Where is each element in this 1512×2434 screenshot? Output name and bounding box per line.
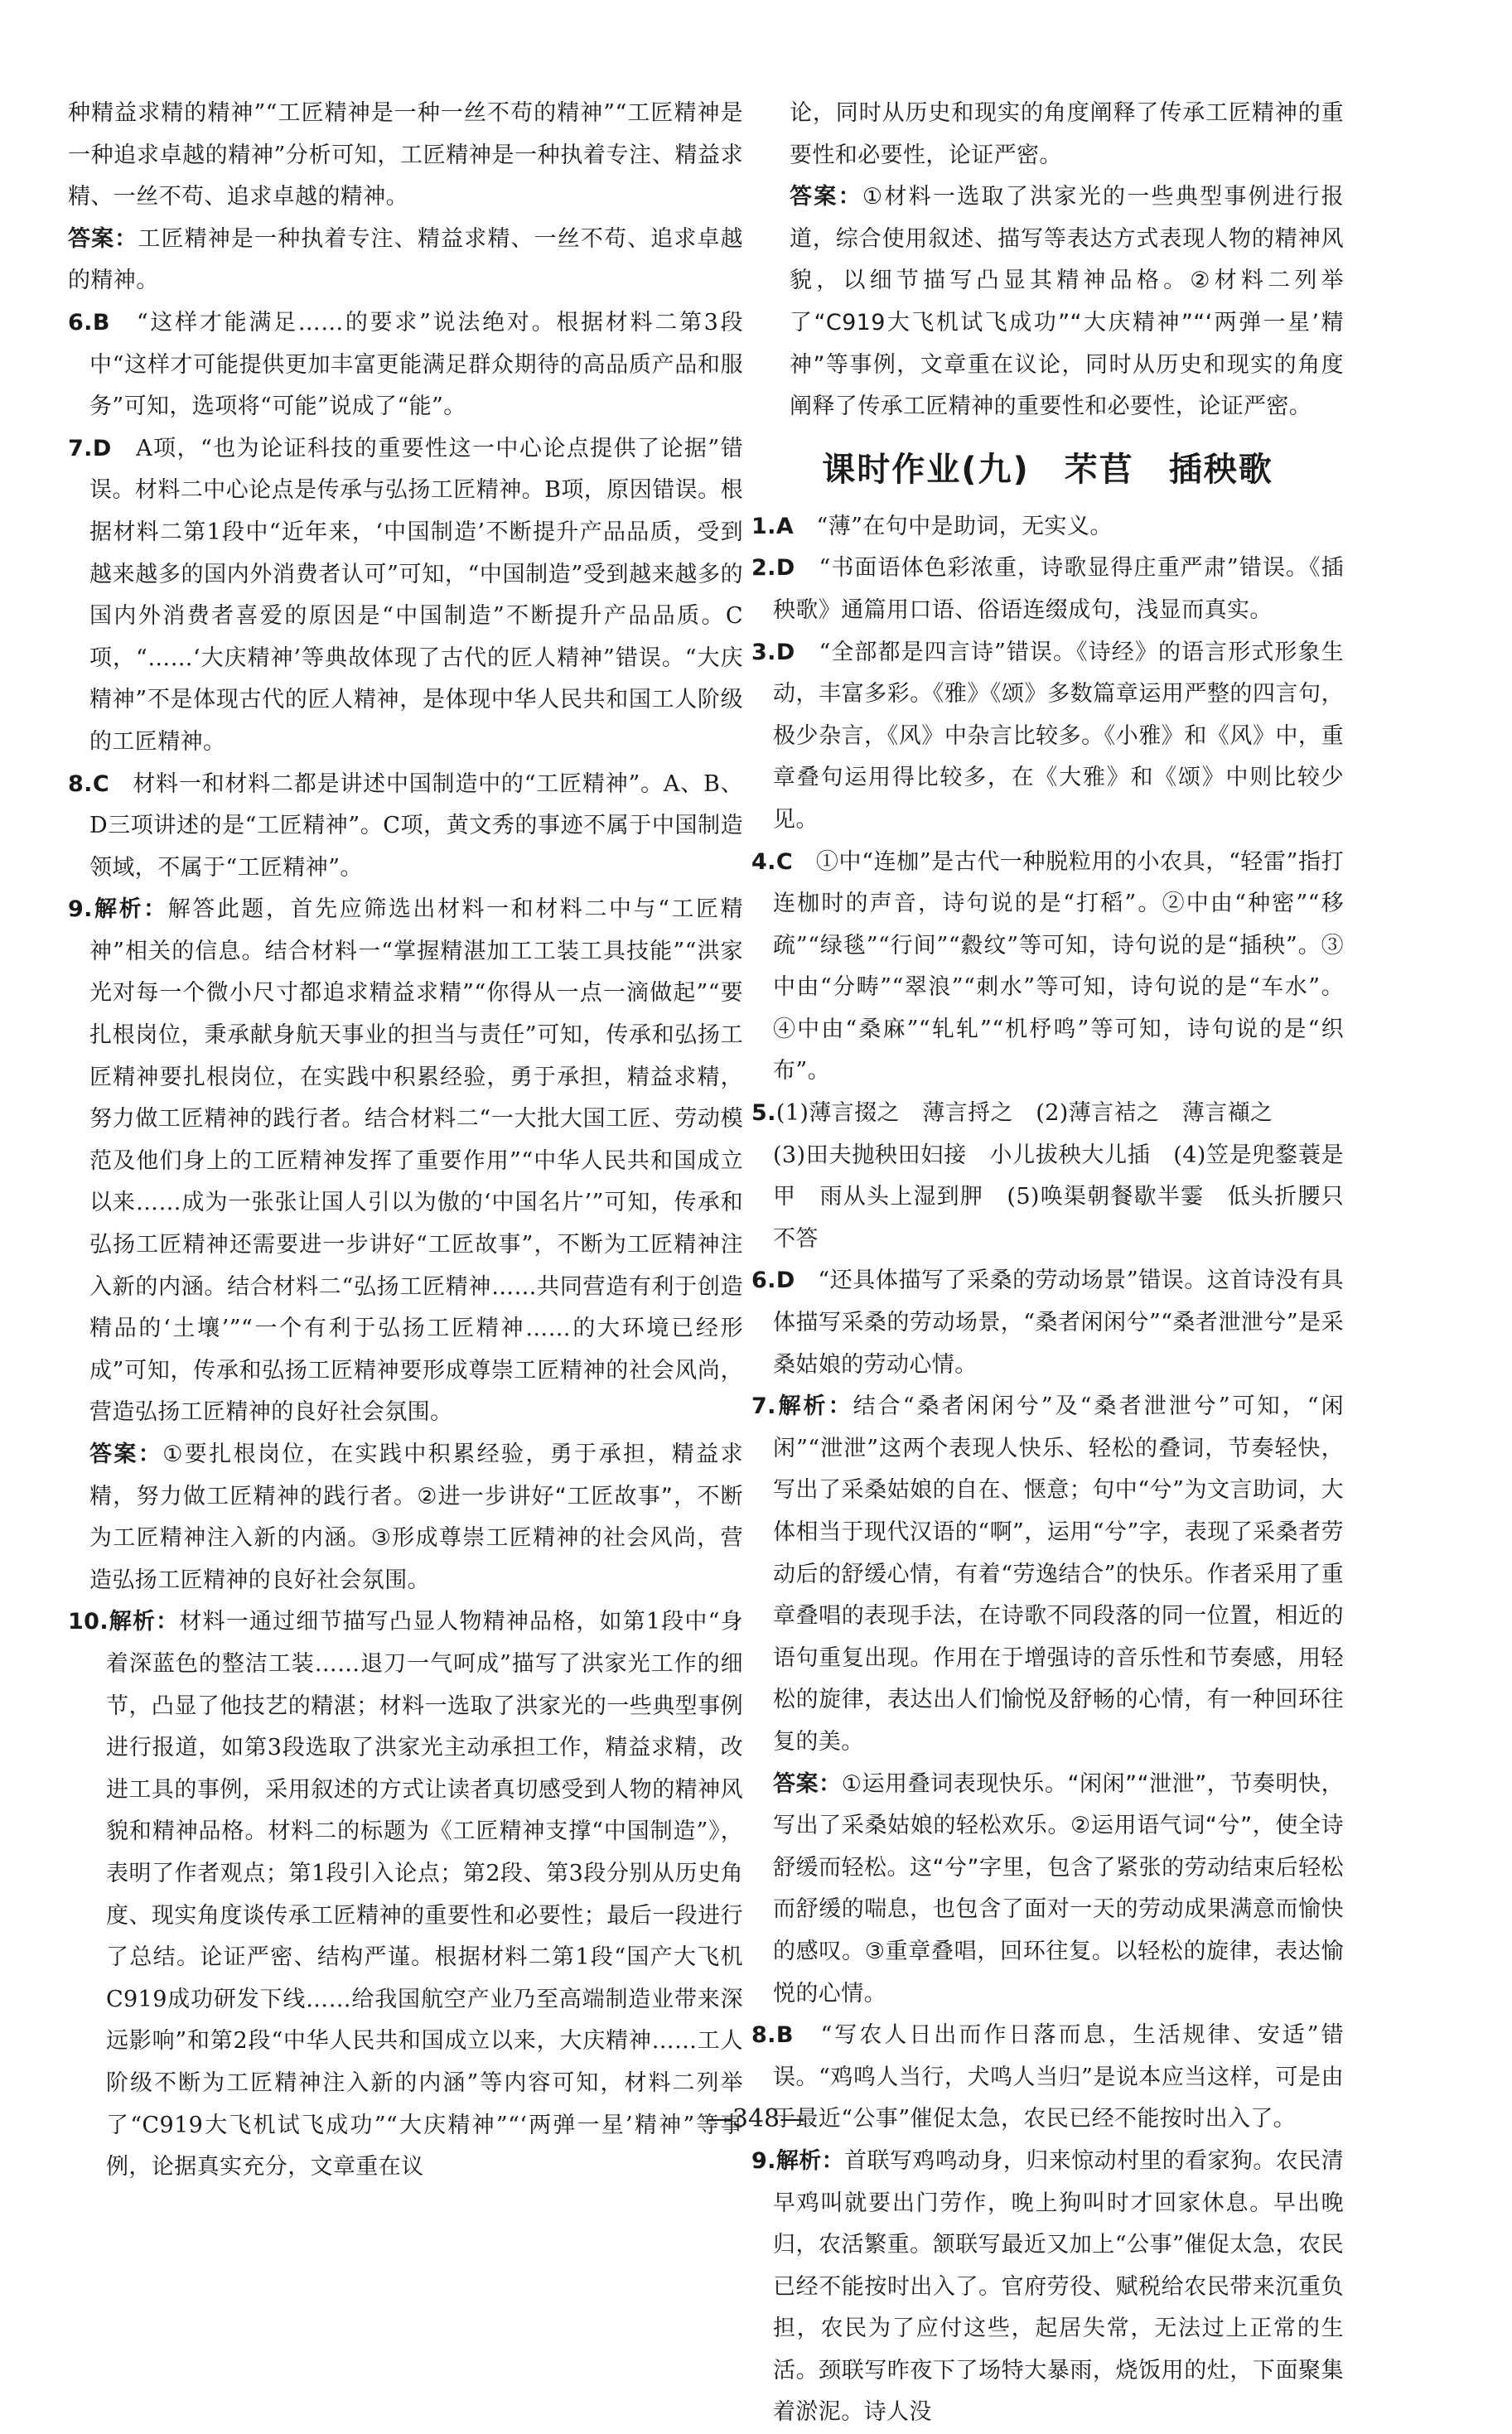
analysis-label: 解析：: [775, 2147, 845, 2174]
question-text: “这样才能满足……的要求”说法绝对。根据材料二第3段中“这样才可能提供更加丰富更能满足群众期待的高品质产品和服务”可知，选项将“可能”说成了“能”。: [89, 309, 743, 420]
intro-paragraph: [68, 93, 743, 219]
question-6: [68, 302, 743, 428]
answer-line: (1)薄言掇之 薄言捋之 (2)薄言袺之 薄言襭之: [775, 1100, 1273, 1127]
question-9-answer: [68, 1434, 743, 1601]
question-text: ①中“连枷”是古代一种脱粒用的小农具，“轻雷”指打连枷时的声音，诗句说的是“打稻”。②中由“种密”“移疏”“绿毯”“行间”“縠纹”等可知，诗句说的是“插秧”。③中由“分畴”“翠浪”“刺水”等可知，诗句说的是“车水”。④中由“桑麻”“轧轧”“机杼鸣”等可知，诗句说的是“织布”。: [773, 848, 1344, 1084]
question-7: [751, 1386, 1344, 1763]
question-4: [751, 842, 1344, 1094]
answer-label: 答案：: [89, 1442, 163, 1467]
analysis-label: 解析：: [92, 896, 168, 923]
question-text: “还具体描写了采桑的劳动场景”错误。这首诗没有具体描写采桑的劳动场景，“桑者闲闲兮”“桑者泄泄兮”是采桑姑娘的劳动心情。: [773, 1268, 1344, 1378]
question-number: 7.D: [68, 435, 112, 461]
analysis-text: 材料一通过细节描写凸显人物精神品格，如第1段中“身着深蓝色的整洁工装……退刀一气呵成”描写了洪家光工作的细节，凸显了他技艺的精湛；材料一选取了洪家光的一些典型事例进行报道，如第3段选取了洪家光主动承担工作，精益求精，改进工具的事例，采用叙述的方式让读者真切感受到人物的精神风貌和精神品格。材料二的标题为《工匠精神支撑“中国制造”》，表明了作者观点；第1段引入论点；第2段、第3段分别从历史角度、现实角度谈传承工匠精神的重要性和必要性；最后一段进行了总结。论证严密、结构严谨。根据材料二第1段“国产大飞机C919成功研发下线……给我国航空产业乃至高端制造业带来深远影响”和第2段“中华人民共和国成立以来，大庆精神……工人阶级不断为工匠精神注入新的内涵”等内容可知，材料二列举了“C919大飞机试飞成功”“大庆精神”“‘两弹一星’精神”等事例，论据真实充分，文章重在议: [106, 1609, 743, 2180]
question-7: [68, 428, 743, 764]
question-9: [68, 889, 743, 1434]
question-1: [751, 506, 1344, 548]
question-10: [68, 1601, 743, 2188]
question-10-continued: [751, 93, 1344, 176]
analysis-label: 解析：: [109, 1609, 180, 1635]
question-7-answer: [751, 1764, 1344, 2016]
question-number: 8.C: [68, 770, 110, 797]
page-number: —348—: [707, 2104, 805, 2133]
question-number: 1.A: [751, 513, 795, 539]
answer-text: 工匠精神是一种执着专注、精益求精、一丝不苟、追求卓越的精神。: [68, 225, 743, 294]
analysis-text: 结合“桑者闲闲兮”及“桑者泄泄兮”可知，“闲闲”“泄泄”这两个表现人快乐、轻松的叠词，节奏轻快，写出了采桑姑娘的自在、惬意；句中“兮”为文言助词，大体相当于现代汉语的“啊”，运用“兮”字，表现了采桑者劳动后的舒缓心情，有着“劳逸结合”的快乐。作者采用了重章叠唱的表现手法，在诗歌不同段落的同一位置，相近的语句重复出现。作用在于增强诗的音乐性和节奏感，用轻松的旋律，表达出人们愉悦及舒畅的心情，有一种回环往复的美。: [773, 1393, 1344, 1755]
question-text: 材料一和材料二都是讲述中国制造中的“工匠精神”。A、B、D三项讲述的是“工匠精神”。C项，黄文秀的事迹不属于中国制造领域，不属于“工匠精神”。: [89, 770, 743, 881]
answer-line: (3)田夫抛秧田妇接 小儿拔秧大儿插 (4)笠是兜鍪蓑是甲 雨从头上湿到胛 (5)唤渠朝餐歇半霎 低头折腰只不答: [773, 1142, 1344, 1252]
question-number: 6.D: [751, 1268, 795, 1294]
question-number: 7.: [751, 1393, 776, 1420]
question-10-answer: [751, 176, 1344, 428]
answer-label: 答案：: [68, 225, 138, 252]
answer-label: 答案：: [790, 184, 862, 210]
answer-text: ①运用叠词表现快乐。“闲闲”“泄泄”，节奏明快，写出了采桑姑娘的轻松欢乐。②运用语气词“兮”，使全诗舒缓而轻松。这“兮”字里，包含了紧张的劳动结束后轻松而舒缓的喘息，也包含了面对一天的劳动成果满意而愉快的感叹。③重章叠唱，回环往复。以轻松的旋律，表达愉悦的心情。: [773, 1770, 1344, 2007]
section-title: 课时作业(九) 芣苢 插秧歌: [822, 450, 1273, 489]
question-3: [751, 632, 1344, 842]
analysis-text: 论，同时从历史和现实的角度阐释了传承工匠精神的重要性和必要性，论证严密。: [790, 100, 1344, 168]
answer-text: ①要扎根岗位，在实践中积累经验，勇于承担，精益求精，努力做工匠精神的践行者。②进一步讲好“工匠故事”，不断为工匠精神注入新的内涵。③形成尊崇工匠精神的社会风尚，营造弘扬工匠精神的良好社会氛围。: [89, 1442, 743, 1593]
question-number: 9.: [68, 896, 93, 923]
question-text: “书面语体色彩浓重，诗歌显得庄重严肃”错误。《插秧歌》通篇用口语、俗语连缀成句，浅显而真实。: [773, 555, 1344, 623]
question-number: 5.: [751, 1100, 776, 1127]
question-2: [751, 548, 1344, 631]
question-text: A项，“也为论证科技的重要性这一中心论点提供了论据”错误。材料二中心论点是传承与弘扬工匠精神。B项，原因错误。根据材料二第1段中“近年来，‘中国制造’不断提升产品品质，受到越来越多的国内外消费者认可”可知，“中国制造”受到越来越多的国内外消费者喜爱的原因是“中国制造”不断提升产品品质。C项，“……‘大庆精神’等典故体现了古代的匠人精神”错误。“大庆精神”不是体现古代的匠人精神，是体现中华人民共和国工人阶级的工匠精神。: [89, 435, 744, 755]
left-column: [68, 93, 743, 2189]
analysis-label: 解析：: [775, 1393, 853, 1420]
answer-label: 答案：: [773, 1770, 842, 1797]
question-number: 4.C: [751, 848, 794, 875]
question-number: 8.B: [751, 2022, 794, 2049]
question-number: 9.: [751, 2147, 776, 2174]
question-text: “写农人日出而作日落而息，生活规律、安适”错误。“鸡鸣人当行，犬鸣人当归”是说本应当这样，可是由于最近“公事”催促太急，农民已经不能按时出入了。: [773, 2022, 1345, 2132]
question-number: 6.B: [68, 309, 110, 336]
question-5-continued: [751, 1135, 1344, 1261]
answer-text: ①材料一选取了洪家光的一些典型事例进行报道，综合使用叙述、描写等表达方式表现人物的精神风貌，以细节描写凸显其精神品格。②材料二列举了“C919大飞机试飞成功”“大庆精神”“‘两弹一星’精神”等事例，文章重在议论，同时从历史和现实的角度阐释了传承工匠精神的重要性和必要性，论证严密。: [790, 184, 1344, 420]
right-column: [751, 93, 1344, 2434]
question-8: [68, 764, 743, 890]
question-9: [751, 2141, 1344, 2434]
question-text: “全部都是四言诗”错误。《诗经》的语言形式形象生动，丰富多彩。《雅》《颂》多数篇章运用严整的四言句，极少杂言，《风》中杂言比较多。《小雅》和《风》中，重章叠句运用得比较多，在《大雅》和《颂》中则比较少见。: [773, 639, 1344, 833]
intro-answer: [68, 219, 743, 302]
intro-text: 种精益求精的精神”“工匠精神是一种一丝不苟的精神”“工匠精神是一种追求卓越的精神”分析可知，工匠精神是一种执着专注、精益求精、一丝不苟、追求卓越的精神。: [68, 100, 743, 210]
question-number: 10.: [68, 1609, 109, 1635]
question-6: [751, 1260, 1344, 1386]
analysis-text: 首联写鸡鸣动身，归来惊动村里的看家狗。农民清早鸡叫就要出门劳作，晚上狗叫时才回家休息。早出晚归，农活繁重。颔联写最近又加上“公事”催促太急，农民已经不能按时出入了。官府劳役、赋税给农民带来沉重负担，农民为了应付这些，起居失常，无法过上正常的生活。颈联写昨夜下了场特大暴雨，烧饭用的灶，下面聚集着淤泥。诗人没: [773, 2147, 1344, 2426]
analysis-text: 解答此题，首先应筛选出材料一和材料二中与“工匠精神”相关的信息。结合材料一“掌握精湛加工工装工具技能”“洪家光对每一个微小尺寸都追求精益求精”“你得从一点一滴做起”“要扎根岗位，秉承献身航天事业的担当与责任”可知，传承和弘扬工匠精神要扎根岗位，在实践中积累经验，勇于承担，精益求精，努力做工匠精神的践行者。结合材料二“一大批大国工匠、劳动模范及他们身上的工匠精神发挥了重要作用”“中华人民共和国成立以来……成为一张张让国人引以为傲的‘中国名片’”可知，传承和弘扬工匠精神还需要进一步讲好“工匠故事”，不断为工匠精神注入新的内涵。结合材料二“弘扬工匠精神……共同营造有利于创造精品的‘土壤’”“一个有利于弘扬工匠精神……的大环境已经形成”可知，传承和弘扬工匠精神要形成尊崇工匠精神的社会风尚，营造弘扬工匠精神的良好社会氛围。: [89, 896, 743, 1426]
question-5: [751, 1093, 1344, 1135]
question-text: “薄”在句中是助词，无实义。: [816, 513, 1113, 539]
question-number: 2.D: [751, 555, 795, 582]
question-number: 3.D: [751, 639, 795, 665]
